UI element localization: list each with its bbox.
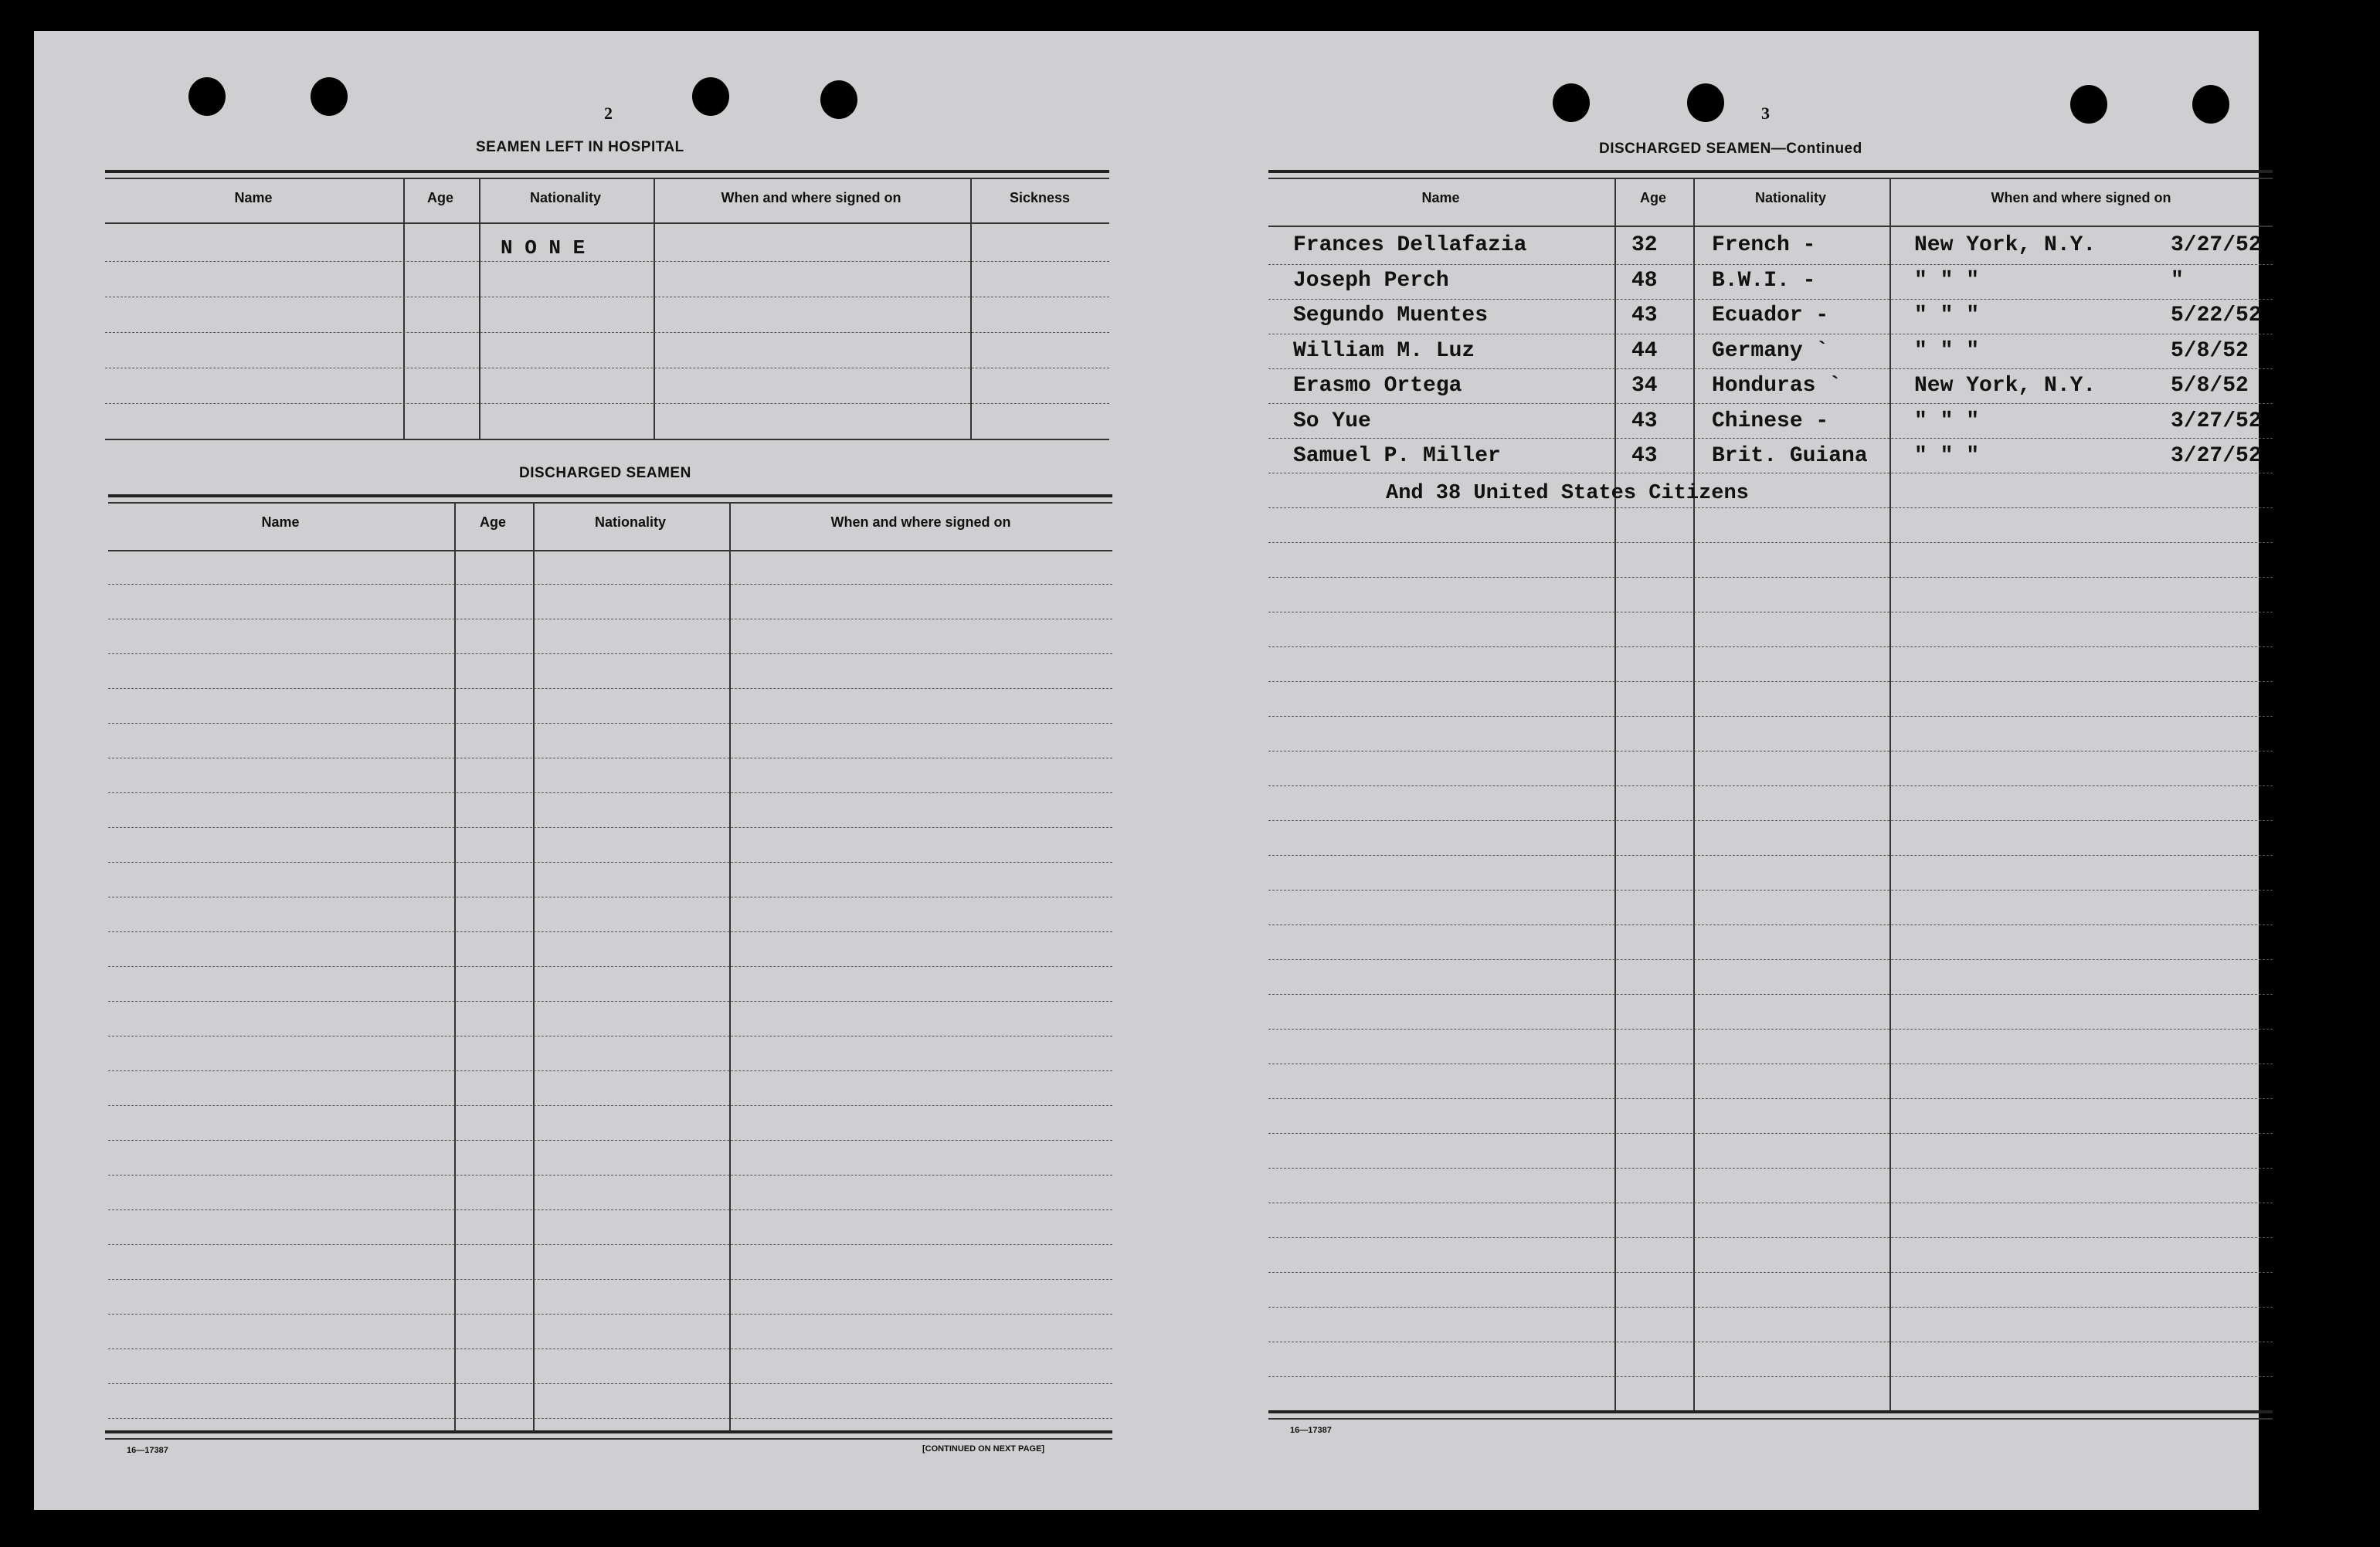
signed-on-date: 5/8/52 [2171, 374, 2249, 398]
table-rule [105, 1430, 1112, 1433]
signed-on-place: " " " [1914, 444, 1980, 468]
signed-on-date: 5/22/52 [2171, 304, 2262, 327]
row-rule [1268, 1133, 2273, 1134]
signed-on-date: 5/8/52 [2171, 338, 2249, 363]
page-number: 3 [1761, 103, 1770, 123]
row-rule [1268, 1272, 2273, 1273]
signed-on-place: " " " [1914, 304, 1980, 327]
column-divider [1614, 178, 1616, 1413]
row-rule [1268, 890, 2273, 891]
table-rule [1268, 1410, 2273, 1413]
form-number: 16—17387 [127, 1446, 168, 1455]
punch-hole [1687, 83, 1724, 122]
seaman-nationality: B.W.I. - [1712, 268, 1816, 293]
seaman-age: 34 [1631, 374, 1658, 398]
table-rule [1268, 170, 2273, 173]
column-header-signed-on: When and where signed on [721, 190, 901, 205]
seaman-nationality: Ecuador - [1712, 304, 1829, 327]
discharged-continued-title: DISCHARGED SEAMEN—Continued [1599, 141, 1862, 157]
seaman-name: Joseph Perch [1293, 268, 1449, 293]
form-number: 16—17387 [1290, 1426, 1332, 1435]
row-rule [1268, 924, 2273, 925]
column-header-sickness: Sickness [1009, 190, 1071, 205]
citizens-note: And 38 United States Citizens [1386, 482, 1749, 505]
row-rule [108, 1001, 1112, 1002]
row-rule [108, 653, 1112, 654]
column-header-name: Name [234, 190, 273, 205]
row-rule [108, 827, 1112, 828]
row-rule [1268, 681, 2273, 682]
column-header-name: Name [1421, 190, 1460, 205]
row-rule [108, 1244, 1112, 1245]
seaman-nationality: Germany ` [1712, 338, 1829, 363]
table-rule [1268, 178, 2273, 179]
column-header-age: Age [1639, 190, 1666, 205]
seaman-name: Segundo Muentes [1293, 304, 1489, 327]
seaman-name: So Yue [1293, 409, 1371, 433]
column-divider [970, 178, 972, 440]
signed-on-date: " [2171, 268, 2184, 293]
table-rule [105, 170, 1109, 173]
signed-on-place: " " " [1914, 338, 1980, 363]
column-header-nationality: Nationality [594, 514, 666, 530]
row-rule [105, 403, 1109, 404]
row-rule [108, 792, 1112, 793]
seaman-nationality: Honduras ` [1712, 374, 1842, 398]
row-rule [1268, 646, 2273, 647]
seaman-age: 32 [1631, 233, 1658, 257]
punch-hole [2070, 85, 2107, 124]
signed-on-date: 3/27/52 [2171, 233, 2262, 257]
column-header-nationality: Nationality [1754, 190, 1826, 205]
row-rule [108, 1070, 1112, 1071]
row-rule [1268, 542, 2273, 543]
column-divider [1693, 178, 1695, 1413]
signed-on-place: New York, N.Y. [1914, 233, 2097, 257]
row-rule [1268, 507, 2273, 508]
row-rule [1268, 1168, 2273, 1169]
seaman-name: Erasmo Ortega [1293, 374, 1462, 398]
column-header-age: Age [426, 190, 453, 205]
table-rule [108, 550, 1112, 551]
column-divider [1889, 178, 1891, 1413]
row-rule [1268, 716, 2273, 717]
row-rule [1268, 264, 2273, 265]
row-rule [1268, 577, 2273, 578]
row-rule [1268, 820, 2273, 821]
row-rule [108, 723, 1112, 724]
hospital-section-title: SEAMEN LEFT IN HOSPITAL [476, 139, 684, 155]
page-number: 2 [604, 103, 613, 123]
row-rule [1268, 1376, 2273, 1377]
table-rule [108, 494, 1112, 497]
seaman-age: 43 [1631, 304, 1658, 327]
signed-on-place: New York, N.Y. [1914, 374, 2097, 398]
column-divider [479, 178, 480, 440]
punch-hole [820, 80, 857, 119]
table-rule [105, 1438, 1112, 1440]
row-rule [108, 1105, 1112, 1106]
seaman-age: 48 [1631, 268, 1658, 293]
row-rule [1268, 368, 2273, 369]
row-rule [108, 1140, 1112, 1141]
column-header-signed-on: When and where signed on [1991, 190, 2171, 205]
row-rule [108, 688, 1112, 689]
punch-hole [1553, 83, 1590, 122]
table-rule [105, 222, 1109, 224]
column-divider [403, 178, 405, 440]
row-rule [1268, 1307, 2273, 1308]
continued-note: [CONTINUED ON NEXT PAGE] [922, 1444, 1045, 1454]
column-divider [654, 178, 655, 440]
row-rule [1268, 1237, 2273, 1238]
table-rule [105, 439, 1109, 440]
row-rule [1268, 855, 2273, 856]
seaman-age: 44 [1631, 338, 1658, 363]
row-rule [108, 1418, 1112, 1419]
seaman-nationality: French - [1712, 233, 1816, 257]
signed-on-date: 3/27/52 [2171, 409, 2262, 433]
punch-hole [692, 77, 729, 116]
punch-hole [2192, 85, 2229, 124]
table-rule [1268, 1418, 2273, 1420]
table-rule [105, 178, 1109, 179]
row-rule [1268, 438, 2273, 439]
signed-on-place: " " " [1914, 268, 1980, 293]
punch-hole [188, 77, 226, 116]
punch-hole [311, 77, 348, 116]
row-rule [108, 931, 1112, 932]
seaman-name: Frances Dellafazia [1293, 233, 1527, 257]
row-rule [1268, 959, 2273, 960]
row-rule [105, 332, 1109, 333]
seaman-nationality: Brit. Guiana [1712, 444, 1868, 468]
row-rule [108, 862, 1112, 863]
row-rule [108, 1279, 1112, 1280]
row-rule [108, 1314, 1112, 1315]
row-rule [1268, 994, 2273, 995]
column-header-age: Age [479, 514, 506, 530]
row-rule [108, 1209, 1112, 1210]
row-rule [108, 1383, 1112, 1384]
row-rule [108, 1175, 1112, 1176]
seaman-name: William M. Luz [1293, 338, 1475, 363]
row-rule [105, 261, 1109, 262]
table-rule [1268, 226, 2273, 227]
signed-on-date: 3/27/52 [2171, 444, 2262, 468]
discharged-section-title: DISCHARGED SEAMEN [519, 465, 691, 481]
row-rule [1268, 1098, 2273, 1099]
row-rule [1268, 299, 2273, 300]
row-rule [1268, 1029, 2273, 1030]
seaman-age: 43 [1631, 409, 1658, 433]
seaman-age: 43 [1631, 444, 1658, 468]
row-rule [1268, 785, 2273, 786]
column-header-nationality: Nationality [529, 190, 601, 205]
hospital-entry-none: N O N E [501, 236, 586, 260]
row-rule [108, 584, 1112, 585]
column-header-signed-on: When and where signed on [830, 514, 1011, 530]
table-rule [108, 502, 1112, 504]
seaman-name: Samuel P. Miller [1293, 444, 1501, 468]
seaman-nationality: Chinese - [1712, 409, 1829, 433]
column-header-name: Name [261, 514, 300, 530]
row-rule [1268, 403, 2273, 404]
signed-on-place: " " " [1914, 409, 1980, 433]
row-rule [108, 966, 1112, 967]
